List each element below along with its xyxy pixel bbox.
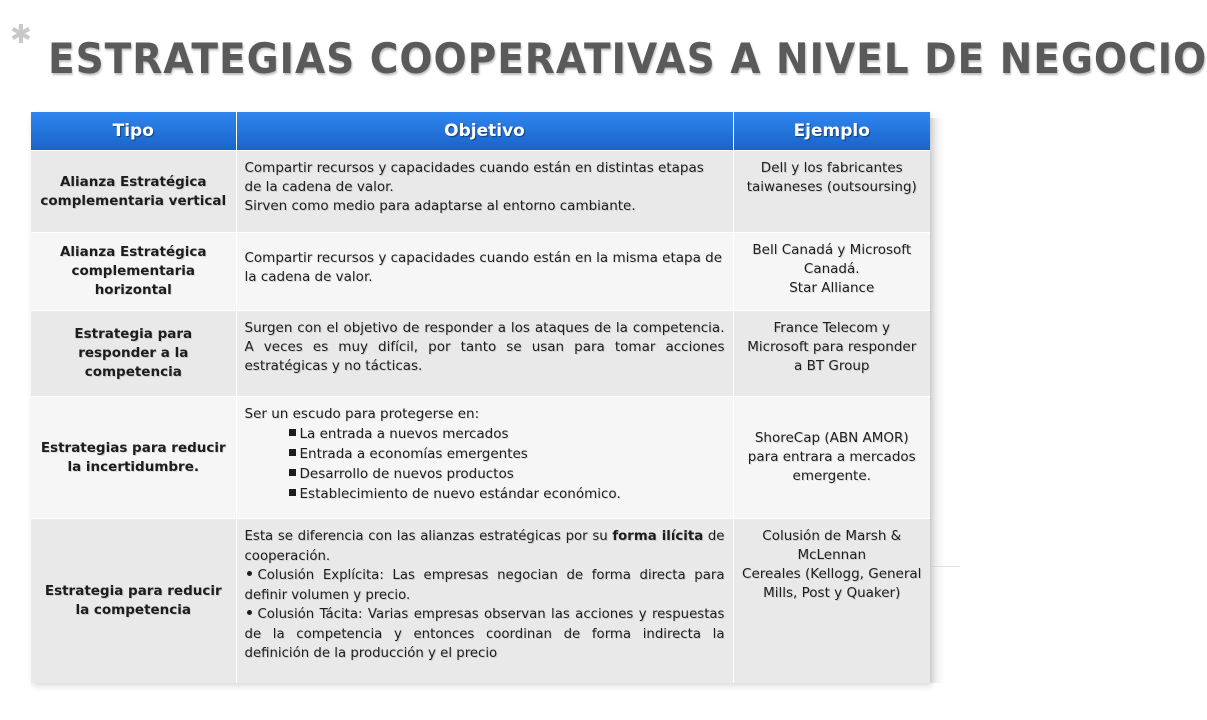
cell-ejemplo (733, 519, 930, 683)
cell-ejemplo: ShoreCap (ABN AMOR) para entrara a mercados emergente. (733, 397, 930, 519)
ejemplo-line: Star Alliance (789, 280, 875, 296)
table-row (31, 519, 930, 683)
square-bullet-icon (289, 429, 296, 436)
table-row (31, 311, 930, 397)
cell-objetivo (236, 151, 733, 233)
list-item (245, 424, 725, 444)
cell-tipo: Estrategia para reducir la competencia (31, 519, 236, 683)
objetivo-intro-text: Esta se diferencia con las alianzas estratégicas por su (244, 529, 613, 544)
objetivo-line: Sirven como medio para adaptarse al entorno cambiante. (244, 198, 636, 214)
cell-objetivo (236, 519, 733, 683)
square-bullet-icon (289, 469, 296, 476)
list-item (245, 464, 725, 484)
objetivo-intro (245, 527, 725, 566)
list-item (245, 444, 725, 464)
table-row (31, 397, 930, 519)
cell-tipo: Alianza Estratégica complementaria vertical (31, 151, 236, 233)
list-item (245, 566, 725, 605)
page-title: ESTRATEGIAS COOPERATIVAS A NIVEL DE NEGOCIO (48, 34, 1207, 83)
square-bullet-icon (289, 449, 296, 456)
header-objetivo: Objetivo (236, 112, 733, 151)
cell-objetivo (236, 397, 733, 519)
side-line-decoration (929, 566, 960, 567)
objetivo-intro-emphasis: forma ilícita (612, 529, 704, 544)
list-item-text: Colusión Explícita: Las empresas negocian de forma directa para definir volumen y precio. (244, 568, 725, 603)
cell-tipo: Estrategias para reducir la incertidumbre. (31, 397, 236, 519)
list-item-text: La entrada a nuevos mercados (299, 426, 509, 442)
ejemplo-line: Bell Canadá y Microsoft Canadá. (752, 242, 912, 277)
round-bullet-icon (247, 571, 252, 576)
table-row (31, 151, 930, 233)
table-row (31, 233, 930, 311)
list-item (245, 605, 725, 664)
list-item-text: Entrada a economías emergentes (299, 446, 528, 462)
cell-ejemplo: France Telecom y Microsoft para responder a BT Group (733, 311, 930, 397)
round-bullet-icon (247, 610, 252, 615)
star-icon: ✱ (10, 20, 32, 50)
list-item-text: Colusión Tácita: Varias empresas observan las acciones y respuestas de la competencia y entonces coordinan de forma indirecta la definición de la producción y el precio (244, 607, 725, 661)
table-header-row (31, 112, 930, 151)
list-item-text: Establecimiento de nuevo estándar económico. (299, 486, 621, 502)
ejemplo-line: Colusión de Marsh & McLennan (762, 528, 902, 563)
list-item-text: Desarrollo de nuevos productos (299, 466, 514, 482)
cell-objetivo: Surgen con el objetivo de responder a los ataques de la competencia. A veces es muy difícil, por tanto se usan para tomar acciones estratégicas y no tácticas. (236, 311, 733, 397)
cell-tipo: Estrategia para responder a la competencia (31, 311, 236, 397)
header-ejemplo: Ejemplo (733, 112, 930, 151)
objetivo-intro: Ser un escudo para protegerse en: (244, 406, 480, 422)
cell-tipo: Alianza Estratégica complementaria horizontal (31, 233, 236, 311)
side-shadow-decoration (930, 118, 944, 683)
square-bullet-icon (289, 489, 296, 496)
ejemplo-line: Cereales (Kellogg, General Mills, Post y Quaker) (742, 566, 922, 601)
cell-ejemplo (733, 233, 930, 311)
strategies-table (31, 112, 930, 683)
header-tipo: Tipo (31, 112, 236, 151)
list-item (245, 484, 725, 504)
cell-objetivo: Compartir recursos y capacidades cuando están en la misma etapa de la cadena de valor. (236, 233, 733, 311)
objetivo-line: Compartir recursos y capacidades cuando están en distintas etapas de la cadena de valor. (244, 160, 704, 195)
objetivo-intro-text: de cooperación. (244, 529, 725, 564)
cell-ejemplo: Dell y los fabricantes taiwaneses (outsoursing) (733, 151, 930, 233)
